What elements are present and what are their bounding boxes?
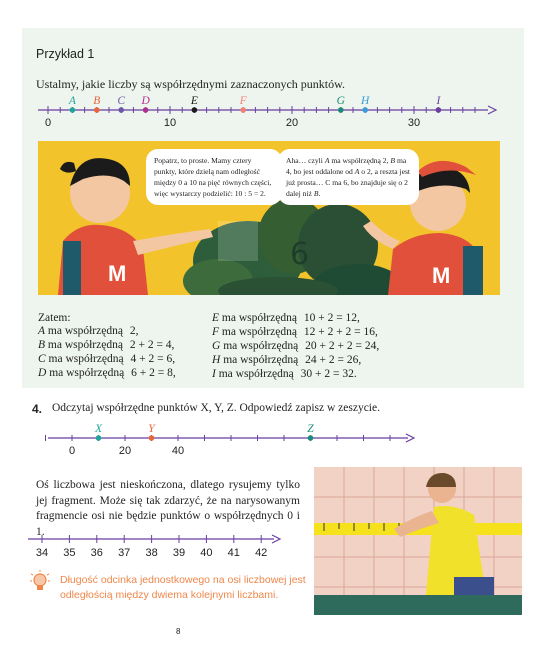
lightbulb-icon: [30, 570, 50, 596]
point-f: [240, 107, 246, 113]
example-title: Przykład 1: [36, 47, 95, 61]
point-a: [70, 107, 76, 113]
scene-digit: 6: [290, 237, 310, 272]
point-g: [338, 107, 344, 113]
point-label-c: C: [117, 95, 126, 107]
axis-tick-label: 35: [63, 547, 76, 559]
number-line-example: [30, 90, 500, 130]
infinite-axis-paragraph: Oś liczbowa jest nieskończona, dlatego rysujemy tylko jej fragment. Może się tak zdarzyć, że na narysowanym fragmencie osi nie będzie punktów o współrzędnych 0 i 1.: [36, 479, 300, 538]
task-text: Odczytaj współrzędne punktów X, Y, Z. Odpowiedź zapisz w zeszycie.: [52, 402, 380, 414]
point-label-a: A: [68, 95, 76, 107]
solution-row: G ma współrzędną 20 + 2 + 2 = 24,: [212, 340, 380, 352]
axis-tick-label: 34: [35, 547, 49, 559]
point-h: [362, 107, 368, 113]
solution-row: A ma współrzędną 2,: [38, 325, 139, 337]
point-label-b: B: [93, 95, 101, 107]
point-label-h: H: [361, 95, 370, 107]
point-b: [94, 107, 100, 113]
point-x: [96, 435, 102, 441]
point-y: [149, 435, 155, 441]
solution-row: E ma współrzędną 10 + 2 = 12,: [212, 312, 360, 324]
point-label-e: E: [190, 95, 198, 107]
solution-right-column: [212, 311, 379, 381]
axis-arrow: [488, 106, 496, 114]
solution-intro: Zatem:: [38, 312, 71, 324]
axis-tick-label: 39: [172, 547, 186, 559]
shirt-letter-left: M: [108, 261, 127, 286]
solution-row: F ma współrzędną 12 + 2 + 2 = 16,: [212, 326, 378, 338]
example-intro: Ustalmy, jakie liczby są współrzędnymi zaznaczonych punktów.: [36, 77, 346, 91]
axis-tick-label: 41: [227, 547, 240, 559]
speech-bubble-left: Popatrz, to proste. Mamy cztery punkty, które dzielą nam odległość między 0 a 10 na pięć równych części, więc wystarczy podzielić: 10 : 5 = 2.: [146, 149, 282, 205]
task-number: 4.: [32, 402, 43, 416]
speech-bubble-right: Aha… czyli A ma współrzędną 2, B ma 4, bo jest oddalone od A o 2, a reszta jest już prosta… C ma 6, bo znajduje się o 2 dalej niż B.: [278, 149, 419, 205]
point-z: [308, 435, 314, 441]
axis-tick-label: 36: [90, 547, 103, 559]
point-e: [192, 107, 198, 113]
axis-tick-label: 38: [145, 547, 158, 559]
point-label-y: Y: [148, 423, 155, 435]
point-label-f: F: [239, 95, 247, 107]
axis-tick-label: 40: [200, 547, 213, 559]
point-label-z: Z: [307, 423, 314, 435]
tip-text: Długość odcinka jednostkowego na osi liczbowej jest odległością między dwiema kolejnymi liczbami.: [60, 574, 306, 601]
point-label-d: D: [141, 95, 150, 107]
shirt-letter-right: M: [432, 263, 451, 288]
illustration-scene: [38, 141, 500, 295]
number-line-task: [42, 418, 422, 458]
solution-row: H ma współrzędną 24 + 2 = 26,: [212, 354, 362, 366]
solution-left-column: [38, 324, 176, 380]
point-label-g: G: [336, 95, 345, 107]
axis-tick-label: 0: [68, 445, 76, 457]
point-i: [436, 107, 442, 113]
solution-row: I ma współrzędną 30 + 2 = 32.: [212, 368, 357, 380]
axis-tick-label: 42: [255, 547, 268, 559]
point-label-i: I: [436, 95, 441, 107]
worker-illustration: [314, 467, 522, 615]
axis-tick-label: 10: [163, 117, 177, 129]
axis-tick-label: 40: [171, 445, 185, 457]
number-line-fragment: [28, 527, 288, 559]
axis-tick-label: 30: [407, 117, 421, 129]
axis-tick-label: 37: [118, 547, 131, 559]
point-label-x: X: [94, 423, 103, 435]
axis-tick-label: 20: [285, 117, 299, 129]
page-number: 8: [176, 627, 181, 636]
solution-row: D ma współrzędną 6 + 2 = 8,: [38, 367, 176, 379]
point-d: [143, 107, 149, 113]
axis-tick-label: 0: [44, 117, 52, 129]
solution-row: B ma współrzędną 2 + 2 = 4,: [38, 339, 175, 351]
axis-tick-label: 20: [118, 445, 132, 457]
solution-row: C ma współrzędną 4 + 2 = 6,: [38, 353, 176, 365]
point-c: [118, 107, 124, 113]
